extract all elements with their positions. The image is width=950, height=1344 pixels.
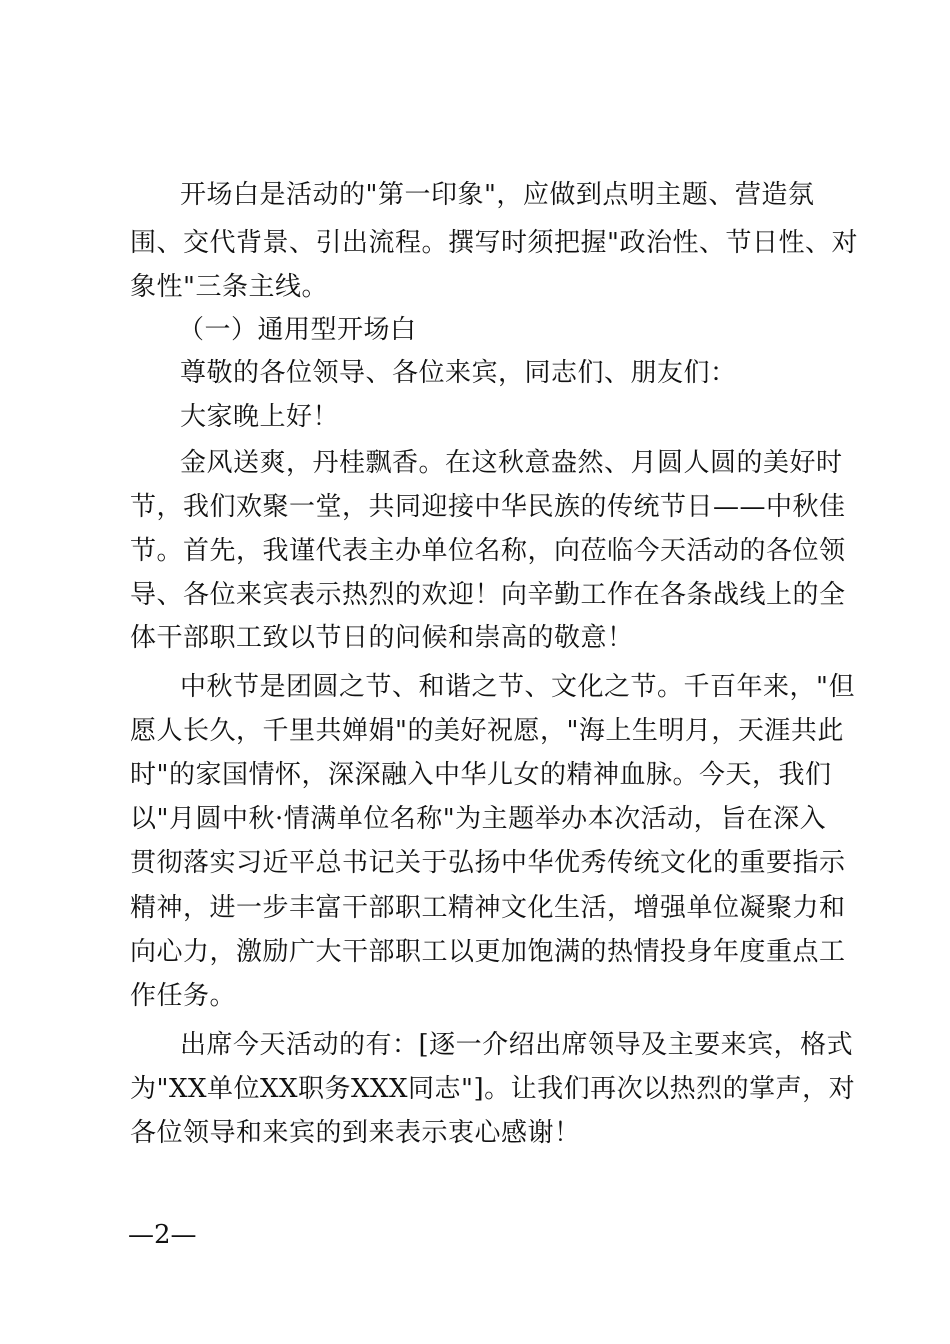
- paragraph-line: 作任务。: [130, 981, 237, 1011]
- salutation: 尊敬的各位领导、各位来宾，同志们、朋友们：: [180, 358, 737, 388]
- greeting: 大家晚上好！: [180, 402, 340, 432]
- paragraph-line: 为"XX单位XX职务XXX同志"]。让我们再次以热烈的掌声，对: [130, 1074, 856, 1104]
- paragraph-line: 向心力，激励广大干部职工以更加饱满的热情投身年度重点工: [130, 937, 846, 967]
- paragraph-line: 金风送爽，丹桂飘香。在这秋意盎然、月圆人圆的美好时: [180, 448, 843, 478]
- section-heading: （一）通用型开场白: [178, 315, 417, 345]
- paragraph-line: 贯彻落实习近平总书记关于弘扬中华优秀传统文化的重要指示: [130, 848, 846, 878]
- paragraph-line: 愿人长久，千里共婵娟"的美好祝愿，"海上生明月，天涯共此: [130, 716, 844, 746]
- paragraph-line: 各位领导和来宾的到来表示衷心感谢！: [130, 1118, 581, 1148]
- paragraph-line: 中秋节是团圆之节、和谐之节、文化之节。千百年来，"但: [180, 672, 855, 702]
- paragraph-line: 体干部职工致以节日的问候和崇高的敬意！: [130, 623, 634, 653]
- paragraph-line: 节，我们欢聚一堂，共同迎接中华民族的传统节日——中秋佳: [130, 492, 846, 522]
- page-number: —2—: [128, 1220, 197, 1250]
- paragraph-line: 以"月圆中秋·情满单位名称"为主题举办本次活动，旨在深入: [130, 804, 827, 834]
- paragraph-line: 围、交代背景、引出流程。撰写时须把握"政治性、节日性、对: [130, 228, 858, 258]
- paragraph-line: 出席今天活动的有：[逐一介绍出席领导及主要来宾，格式: [180, 1030, 854, 1060]
- paragraph-line: 象性"三条主线。: [130, 272, 328, 302]
- paragraph-line: 导、各位来宾表示热烈的欢迎！向辛勤工作在各条战线上的全: [130, 580, 846, 610]
- paragraph-line: 精神，进一步丰富干部职工精神文化生活，增强单位凝聚力和: [130, 893, 846, 923]
- paragraph-line: 节。首先，我谨代表主办单位名称，向莅临今天活动的各位领: [130, 536, 846, 566]
- paragraph-line: 开场白是活动的"第一印象"，应做到点明主题、营造氛: [180, 180, 815, 210]
- paragraph-line: 时"的家国情怀，深深融入中华儿女的精神血脉。今天，我们: [130, 760, 832, 790]
